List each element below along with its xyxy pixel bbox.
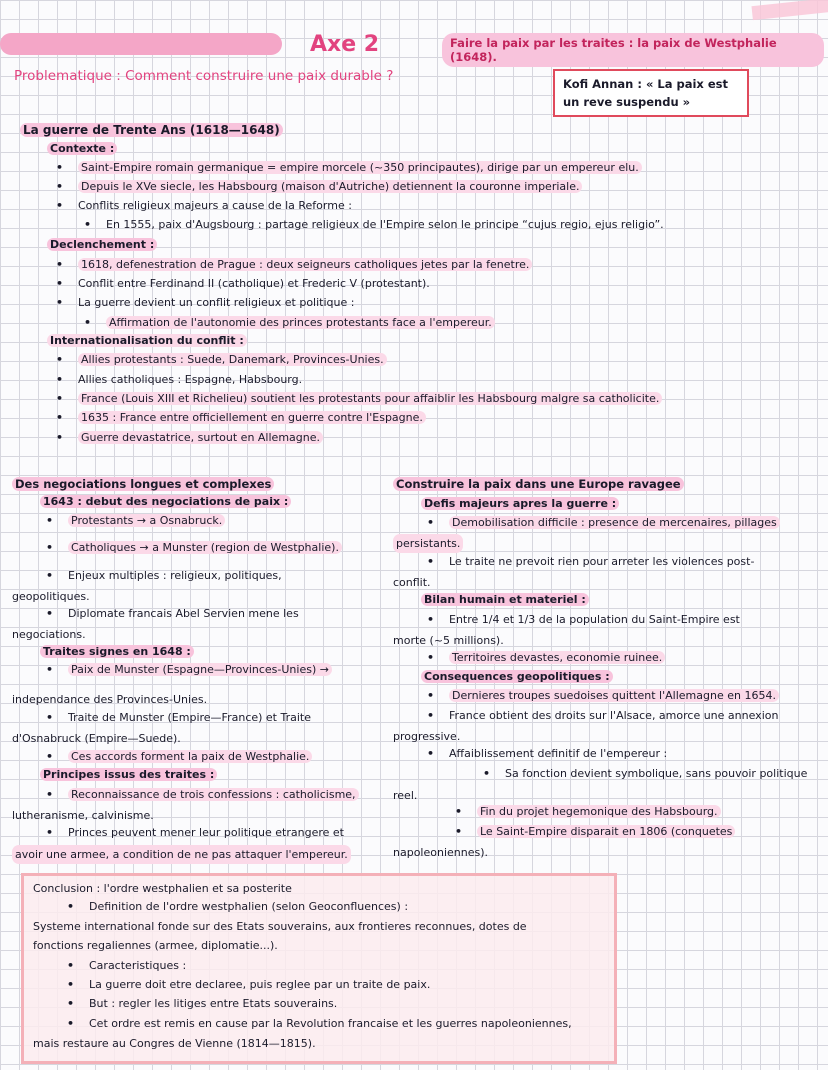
bilan-label: Bilan humain et materiel :: [421, 593, 589, 606]
list-item: • 1618, defenestration de Prague : deux seigneurs catholiques jetes par la fenetre.: [78, 258, 532, 271]
construire-paix-title: Construire la paix dans une Europe ravagee: [393, 477, 684, 491]
debut-negociations: 1643 : debut des negociations de paix :: [40, 495, 291, 508]
list-item: • Depuis le XVe siecle, les Habsbourg (maison d'Autriche) detiennent la couronne imperiale.: [78, 180, 582, 193]
list-item-continuation: progressive.: [393, 730, 461, 743]
list-item: • Conflits religieux majeurs a cause de la Reforme :: [78, 199, 352, 212]
list-item: • Territoires devastes, economie ruinee.: [449, 651, 665, 664]
definition-text: fonctions regaliennes (armee, diplomatie...).: [33, 939, 278, 952]
section-guerre-title: La guerre de Trente Ans (1618—1648): [20, 123, 283, 137]
traites-label: Traites signes en 1648 :: [40, 645, 194, 658]
conclusion-title: Conclusion : l'ordre westphalien et sa posterite: [33, 882, 292, 895]
declenchement-label: Declenchement :: [47, 238, 157, 251]
list-item: • Le Saint-Empire disparait en 1806 (conquetes: [477, 825, 735, 838]
list-subitem: • Sa fonction devient symbolique, sans pouvoir politique: [505, 767, 807, 780]
list-item-continuation: persistants.: [393, 534, 463, 553]
list-item-continuation: avoir une armee, a condition de ne pas attaquer l'empereur.: [12, 845, 351, 864]
list-item: • Saint-Empire romain germanique = empire morcele (~350 principautes), dirige par un empereur elu.: [78, 161, 642, 174]
list-item-continuation: negociations.: [12, 628, 86, 641]
list-item-continuation: mais restaure au Congres de Vienne (1814—1815).: [33, 1037, 316, 1050]
list-item-continuation: napoleoniennes).: [393, 846, 489, 859]
list-item: • Paix de Munster (Espagne—Provinces-Unies) →: [68, 663, 332, 676]
problematique: Problematique : Comment construire une paix durable ?: [14, 68, 394, 84]
list-item-continuation: lutheranisme, calvinisme.: [12, 809, 154, 822]
list-item: • Cet ordre est remis en cause par la Revolution francaise et les guerres napoleoniennes,: [89, 1017, 572, 1030]
list-item: • Princes peuvent mener leur politique etrangere et: [68, 826, 344, 839]
negociations-title: Des negociations longues et complexes: [12, 477, 274, 491]
list-item: • Guerre devastatrice, surtout en Allemagne.: [78, 431, 323, 444]
list-item: • Le traite ne prevoit rien pour arreter les violences post-: [449, 555, 754, 568]
list-item: • Affaiblissement definitif de l'empereur :: [449, 747, 667, 760]
list-item: • Demobilisation difficile : presence de mercenaires, pillages: [449, 516, 780, 529]
list-item-continuation: morte (~5 millions).: [393, 634, 504, 647]
consequences-label: Consequences geopolitiques :: [421, 670, 613, 683]
list-item: • La guerre devient un conflit religieux et politique :: [78, 296, 354, 309]
list-item-continuation: d'Osnabruck (Empire—Suede).: [12, 732, 181, 745]
list-subitem: • Affirmation de l'autonomie des princes protestants face a l'empereur.: [106, 316, 495, 329]
list-item: • Dernieres troupes suedoises quittent l'Allemagne en 1654.: [449, 689, 779, 702]
page-subtitle: Faire la paix par les traites : la paix de Westphalie (1648).: [442, 33, 824, 67]
list-item: • Allies protestants : Suede, Danemark, Provinces-Unies.: [78, 353, 387, 366]
list-item: • La guerre doit etre declaree, puis reglee par un traite de paix.: [89, 978, 430, 991]
list-item: • Diplomate francais Abel Servien mene les: [68, 607, 299, 620]
internationalisation-label: Internationalisation du conflit :: [47, 334, 247, 347]
list-item: • Ces accords forment la paix de Westphalie.: [68, 750, 312, 763]
list-item: • Allies catholiques : Espagne, Habsbourg.: [78, 373, 302, 386]
list-item-continuation: reel.: [393, 789, 418, 802]
list-item: • But : regler les litiges entre Etats souverains.: [89, 997, 337, 1010]
list-item: • France (Louis XIII et Richelieu) soutient les protestants pour affaiblir les Habsbourg malgre sa catholicite.: [78, 392, 662, 405]
list-item: • 1635 : France entre officiellement en guerre contre l'Espagne.: [78, 411, 426, 424]
list-item: • Fin du projet hegemonique des Habsbourg.: [477, 805, 721, 818]
defis-label: Defis majeurs apres la guerre :: [421, 497, 619, 510]
list-item: • Entre 1/4 et 1/3 de la population du Saint-Empire est: [449, 613, 740, 626]
list-item-continuation: independance des Provinces-Unies.: [12, 693, 208, 706]
definition-text: Systeme international fonde sur des Etats souverains, aux frontieres reconnues, dotes de: [33, 920, 527, 933]
page-title: Axe 2: [310, 32, 380, 57]
list-item: • Conflit entre Ferdinand II (catholique) et Frederic V (protestant).: [78, 277, 430, 290]
list-item: • Catholiques → a Munster (region de Westphalie).: [68, 541, 342, 554]
list-item-continuation: conflit.: [393, 576, 431, 589]
list-item: • Protestants → a Osnabruck.: [68, 514, 225, 527]
kofi-annan-quote: Kofi Annan : « La paix est un reve suspendu »: [553, 69, 749, 117]
list-subitem: • En 1555, paix d'Augsbourg : partage religieux de l'Empire selon le principe “cujus regio, ejus religio”.: [106, 218, 664, 231]
list-item: • Caracteristiques :: [89, 959, 186, 972]
principes-label: Principes issus des traites :: [40, 768, 217, 781]
list-item: • Reconnaissance de trois confessions : catholicisme,: [68, 788, 359, 801]
list-item: • Traite de Munster (Empire—France) et Traite: [68, 711, 311, 724]
list-item-continuation: geopolitiques.: [12, 590, 90, 603]
decorative-tape: [751, 0, 828, 20]
header-left-bar: [0, 33, 282, 55]
list-item: • Enjeux multiples : religieux, politiques,: [68, 569, 282, 582]
contexte-label: Contexte :: [47, 142, 117, 155]
list-item: • France obtient des droits sur l'Alsace, amorce une annexion: [449, 709, 778, 722]
list-item: • Definition de l'ordre westphalien (selon Geoconfluences) :: [89, 900, 408, 913]
